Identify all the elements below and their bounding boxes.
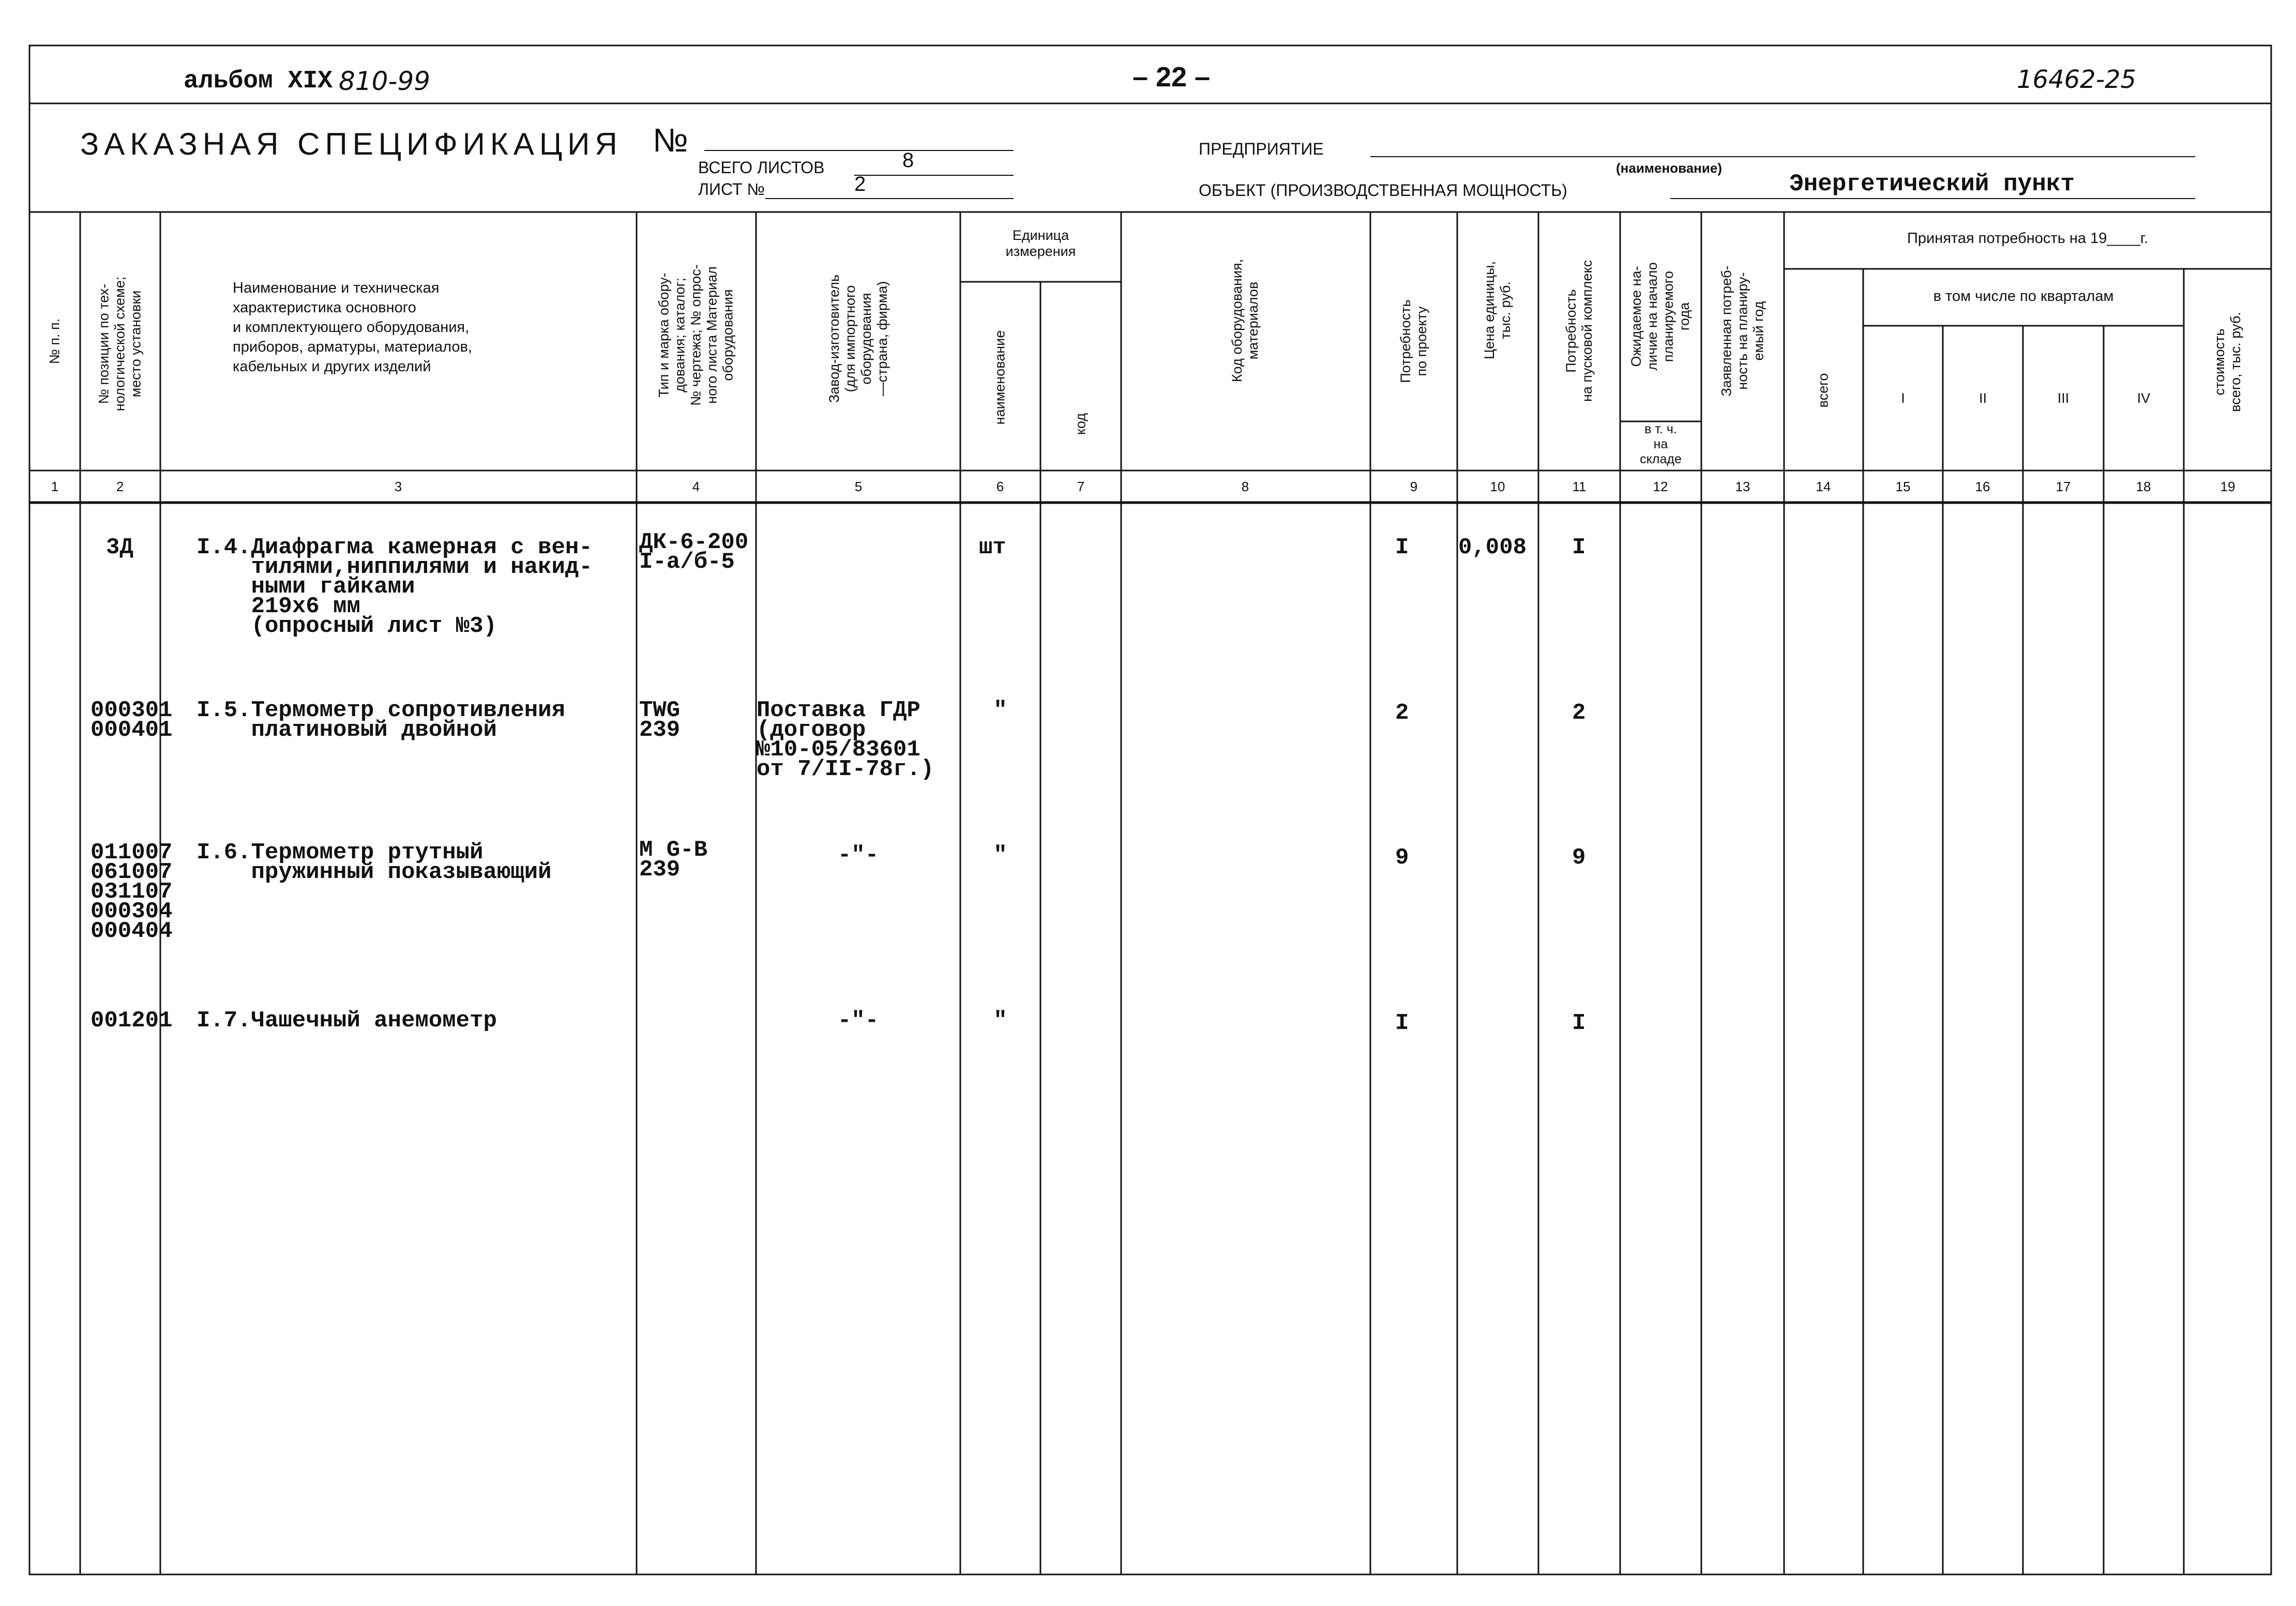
column-number: 5 [854,479,863,494]
col-header-2: № позиции по тех- нологической схеме; место установки [96,276,144,412]
row-manufacturer: -"- [837,1008,879,1034]
row-unit: " [993,842,1007,868]
page-number: – 22 – [1132,62,1211,93]
row-unit: " [993,698,1007,723]
column-number: 4 [692,479,700,494]
quarters-group-header: в том числе по кварталам [1933,288,2114,305]
col-header-6: наименование [992,330,1008,425]
col-header-1: № п. п. [47,318,63,365]
col-header-4: Тип и марка обору- дования; каталог; № чертежа; № опрос- ного листа Материал оборудования [656,264,736,406]
enterprise-field [1370,156,2195,157]
col-header-15: I [1901,390,1905,406]
row-unit: " [993,1008,1007,1034]
column-number: 19 [2220,479,2235,494]
col-header-18: IV [2137,390,2151,406]
album-label: альбом XIX [184,67,333,95]
row-name: I.4.Диафрагма камерная с вен- тилями,ниппилями и накид- ными гайками 219x6 мм (опросный лист №3) [197,535,593,639]
row-qty-project: I [1395,535,1409,560]
row-position: 000301 000401 [90,698,173,743]
col-header-12: Ожидаемое на- личие на начало планируемого года [1628,262,1692,371]
page-title: ЗАКАЗНАЯ СПЕЦИФИКАЦИЯ [80,127,623,161]
col-header-16: II [1978,390,1987,406]
unit-group-header: Единица измерения [1005,228,1076,259]
row-qty-start: I [1572,535,1586,560]
row-price: 0,008 [1458,535,1527,560]
spec-number-field [704,150,1014,151]
row-name: I.6.Термометр ртутный пружинный показывающий [197,840,552,885]
col-header-9: Потребность по проекту [1398,299,1429,383]
total-sheets-label: ВСЕГО ЛИСТОВ [698,158,825,177]
row-qty-project: 2 [1395,700,1409,726]
row-qty-project: I [1395,1010,1409,1036]
accepted-need-header: Принятая потребность на 19____г. [1907,230,2148,247]
col-header-5: Завод-изготовитель (для импортного оборудования —страна, фирма) [826,274,890,403]
col-header-17: III [2057,390,2070,406]
column-number: 1 [51,479,59,494]
col-header-10: Цена единицы, тыс. руб. [1482,261,1513,360]
column-number: 10 [1490,479,1505,494]
column-number: 13 [1735,479,1750,494]
column-number: 9 [1410,479,1418,494]
col-header-19: стоимость всего, тыс. руб. [2212,312,2243,412]
column-number: 6 [996,479,1004,494]
column-number: 3 [394,479,402,494]
sheet-number-label: ЛИСТ № [698,180,765,199]
col-header-12-sub: в т. ч. на складе [1640,422,1682,466]
column-number: 11 [1572,479,1587,494]
column-number: 15 [1895,479,1911,494]
row-unit: шт [979,535,1006,560]
column-number: 18 [2136,479,2151,494]
sheet-number-value: 2 [854,173,866,195]
column-number: 7 [1077,479,1085,494]
row-name: I.5.Термометр сопротивления платиновый двойной [197,698,565,743]
object-value: Энергетический пункт [1789,171,2075,198]
column-number: 12 [1653,479,1668,494]
row-type: TWG 239 [639,698,681,743]
row-name: I.7.Чашечный анемометр [197,1008,497,1034]
col-header-8: Код оборудования, материалов [1229,259,1261,383]
row-manufacturer: Поставка ГДР (договор №10-05/83601 от 7/II-78г.) [757,698,934,782]
column-number: 17 [2056,479,2071,494]
column-number: 8 [1241,479,1249,494]
spec-number-label: № [653,122,688,159]
column-number: 2 [116,479,124,494]
document-code: 16462-25 [2017,65,2137,94]
row-qty-start: 9 [1572,845,1586,871]
row-position: 011007 061007 031107 000304 000404 [90,840,173,944]
row-qty-start: 2 [1572,700,1586,726]
total-sheets-value: 8 [902,149,914,172]
col-header-3: Наименование и техническая характеристика основного и комплектующего оборудования, приборов, арматуры, материалов, кабельных и других изделий [233,280,472,375]
row-qty-start: I [1572,1010,1586,1036]
row-qty-project: 9 [1395,845,1409,871]
col-header-11: Потребность на пусковой комплекс [1563,260,1595,402]
total-sheets-field [854,175,1014,176]
row-type: M G-B 239 [639,837,708,883]
album-code: 810-99 [339,66,431,96]
name-caption: (наименование) [1616,160,1722,176]
column-number: 14 [1816,479,1831,494]
row-position: 3Д [106,535,133,560]
sheet-number-field [765,198,1014,199]
column-number: 16 [1975,479,1990,494]
object-label: ОБЪЕКТ (ПРОИЗВОДСТВЕННАЯ МОЩНОСТЬ) [1199,181,1567,200]
col-header-7: код [1073,413,1089,435]
object-field [1670,198,2195,199]
row-type: ДК-6-200 I-a/б-5 [639,529,749,575]
col-header-13: Заявленная потреб- ность на планиру- емый год [1718,265,1766,397]
row-position: 001201 [90,1008,173,1034]
col-header-14: всего [1815,373,1831,408]
row-manufacturer: -"- [837,842,879,868]
enterprise-label: ПРЕДПРИЯТИЕ [1199,140,1324,158]
